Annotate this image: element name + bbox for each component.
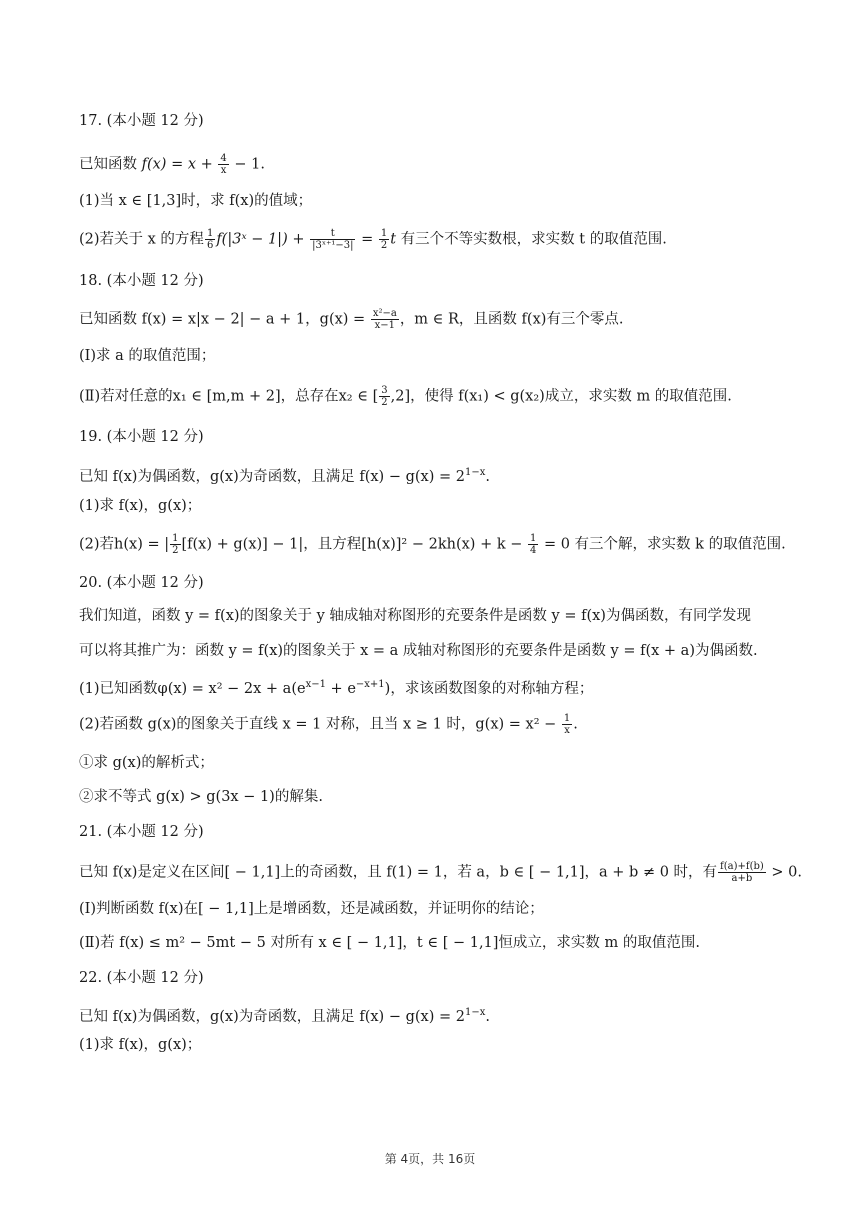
problem-22-part1: (1)求 f(x)，g(x)；: [79, 1037, 202, 1053]
problem-19-part2: [79, 533, 800, 556]
fraction-numerator: 1: [172, 533, 179, 544]
problem-17-part2-text: (2)若关于 x 的方程: [79, 231, 204, 248]
fraction-denominator: 2: [381, 397, 388, 408]
problem-21-header: 21. (本小题 12 分): [79, 824, 204, 840]
exponent: x−1: [305, 679, 326, 690]
problem-20-part1-text: (1)已知函数φ(x) = x² − 2x + a(e: [79, 680, 306, 697]
problem-20-part2-text: (2)若函数 g(x)的图象关于直线 x = 1 对称，且当 x ≥ 1 时，g(x) = x² −: [79, 716, 561, 733]
fraction: [718, 861, 766, 884]
fraction-numerator: 1: [529, 533, 537, 544]
problem-17-part2: [79, 228, 800, 251]
problem-19-part1: (1)求 f(x)，g(x)；: [79, 498, 202, 514]
problem-18-intro-tail: ，m ∈ R，且函数 f(x)有三个零点.: [399, 311, 624, 328]
fraction: [379, 385, 389, 408]
problem-21-part1: (Ⅰ)判断函数 f(x)在[ − 1,1]上是增函数，还是减函数，并证明你的结论；: [79, 901, 544, 917]
fraction: [205, 228, 215, 251]
problem-17-part1: (1)当 x ∈ [1,3]时，求 f(x)的值域；: [79, 193, 313, 209]
fraction-denominator: x: [564, 725, 570, 736]
formula-part: t: [390, 231, 397, 248]
problem-22-intro-end: .: [485, 1008, 490, 1025]
problem-18-part2-tail: ,2]，使得 f(x₁) < g(x₂)成立，求实数 m 的取值范围.: [390, 388, 732, 405]
problem-17-formula-tail: − 1.: [229, 156, 265, 173]
problem-20-part2: [79, 713, 800, 736]
problem-21-intro-tail: > 0.: [766, 864, 802, 881]
problem-19-part2-text: (2)若h(x) = |: [79, 536, 170, 553]
problem-17-formula: f(x) = x +: [141, 156, 218, 173]
problem-19-header: 19. (本小题 12 分): [79, 429, 204, 445]
fraction: [562, 713, 572, 736]
fraction: [528, 533, 538, 556]
problem-18-part2: [79, 385, 800, 408]
formula-part: =: [356, 231, 378, 248]
page-footer: 第 4页，共 16页: [384, 1152, 476, 1166]
problem-18-intro-text: 已知函数 f(x) = x|x − 2| − a + 1，g(x) =: [79, 311, 370, 328]
fraction-denominator: 4: [529, 545, 537, 556]
problem-22-header: 22. (本小题 12 分): [79, 970, 204, 986]
problem-18-intro: [79, 308, 800, 331]
problem-18-header: 18. (本小题 12 分): [79, 273, 204, 289]
exponent: 1−x: [464, 1007, 486, 1018]
fraction: [379, 228, 389, 251]
fraction-numerator: 4: [220, 153, 227, 164]
problem-20-header: 20. (本小题 12 分): [79, 575, 204, 591]
fraction: [170, 533, 180, 556]
fraction-denominator: 2: [380, 240, 388, 251]
problem-20-part2-tail: .: [573, 716, 578, 733]
fraction-denominator: 2: [172, 545, 179, 556]
problem-20-text-line2: 可以将其推广为：函数 y = f(x)的图象关于 x = a 成轴对称图形的充要条件是函数 y = f(x + a)为偶函数.: [79, 643, 758, 659]
fraction: [371, 308, 399, 331]
fraction-denominator: |3ˣ⁺¹−3|: [312, 240, 354, 251]
problem-22-intro: [79, 1003, 800, 1027]
problem-20-part1: [79, 675, 800, 699]
problem-17-intro: [79, 153, 800, 176]
fraction-numerator: 3: [381, 385, 388, 396]
fraction-denominator: 6: [206, 240, 214, 251]
fraction-denominator: x−1: [374, 320, 395, 331]
fraction-numerator: 1: [563, 713, 571, 724]
problem-19-part2-tail: = 0 有三个解，求实数 k 的取值范围.: [539, 536, 786, 553]
fraction-denominator: a+b: [731, 873, 753, 884]
problem-18-part1: (Ⅰ)求 a 的取值范围；: [79, 348, 216, 364]
fraction: [218, 153, 228, 176]
fraction-numerator: f(a)+f(b): [720, 861, 764, 872]
problem-20-sub1: ①求 g(x)的解析式；: [79, 755, 214, 771]
problem-17-header: 17. (本小题 12 分): [79, 113, 204, 129]
problem-20-text-line1: 我们知道，函数 y = f(x)的图象关于 y 轴成轴对称图形的充要条件是函数 y = f(x)为偶函数，有同学发现: [79, 608, 751, 624]
problem-18-part2-text: (Ⅱ)若对任意的x₁ ∈ [m,m + 2]，总存在x₂ ∈ [: [79, 388, 379, 405]
fraction-numerator: 1: [206, 228, 214, 239]
fraction-numerator: x²−a: [372, 308, 397, 319]
problem-17-part2-tail: 有三个不等实数根，求实数 t 的取值范围.: [396, 231, 667, 248]
fraction-numerator: 1: [380, 228, 388, 239]
problem-22-intro-text: 已知 f(x)为偶函数，g(x)为奇函数，且满足 f(x) − g(x) = 2: [79, 1008, 465, 1025]
problem-19-intro-end: .: [485, 468, 490, 485]
problem-20-sub2: ②求不等式 g(x) > g(3x − 1)的解集.: [79, 789, 323, 805]
fraction-numerator: t: [310, 228, 355, 240]
fraction: [310, 228, 355, 251]
problem-20-part1-tail: )，求该函数图象的对称轴方程；: [384, 680, 594, 697]
problem-21-intro-text: 已知 f(x)是定义在区间[ − 1,1]上的奇函数，且 f(1) = 1，若 a，b ∈ [ − 1,1]，a + b ≠ 0 时，有: [79, 864, 718, 881]
problem-19-part2-mid: [f(x) + g(x)] − 1|，且方程[h(x)]² − 2kh(x) + k −: [181, 536, 527, 553]
exponent: −x+1: [355, 679, 385, 690]
formula-part: + e: [325, 680, 356, 697]
problem-21-intro: [79, 861, 800, 884]
exponent: 1−x: [464, 467, 486, 478]
fraction-denominator: x: [220, 165, 227, 176]
problem-17-intro-text: 已知函数: [79, 156, 142, 173]
problem-19-intro: [79, 463, 800, 487]
formula-part: f(|3ˣ − 1|) +: [216, 231, 310, 248]
problem-19-intro-text: 已知 f(x)为偶函数，g(x)为奇函数，且满足 f(x) − g(x) = 2: [79, 468, 465, 485]
problem-21-part2: (Ⅱ)若 f(x) ≤ m² − 5mt − 5 对所有 x ∈ [ − 1,1]，t ∈ [ − 1,1]恒成立，求实数 m 的取值范围.: [79, 935, 701, 951]
